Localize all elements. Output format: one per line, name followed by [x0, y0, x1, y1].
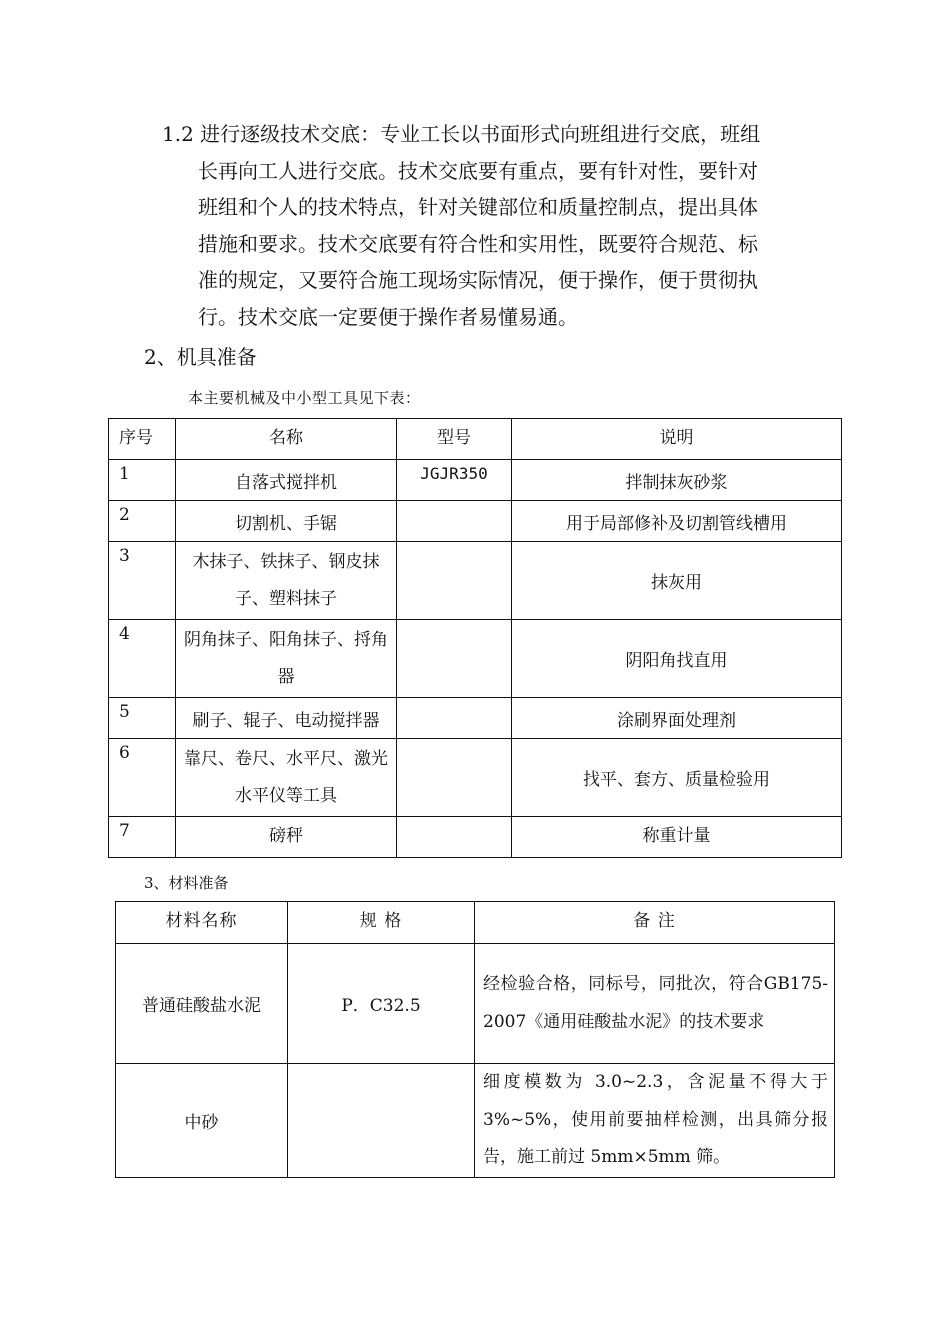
header-cell: 序号: [109, 419, 176, 460]
header-cell: 备 注: [475, 902, 835, 944]
technical-briefing-paragraph: [162, 116, 822, 335]
row-number: 5: [109, 698, 176, 739]
table-row: [109, 501, 842, 542]
header-cell: 名称: [176, 419, 397, 460]
section-heading-materials: 3、材料准备: [144, 874, 229, 892]
row-number: 6: [109, 739, 176, 817]
paragraph-line: 1.2 进行逐级技术交底：专业工长以书面形式向班组进行交底，班组: [162, 122, 761, 146]
table-row: [109, 817, 842, 858]
paragraph-line: 长再向工人进行交底。技术交底要有重点，要有针对性，要针对: [198, 158, 758, 183]
table-row: [109, 620, 842, 698]
material-note: 细度模数为 3.0~2.3，含泥量不得大于3%~5%，使用前要抽样检测，出具筛分报告，施工前过 5mm×5mm 筛。: [475, 1064, 835, 1178]
tool-description: 称重计量: [512, 817, 842, 858]
table-row: [116, 1064, 835, 1178]
paragraph-line: 措施和要求。技术交底要有符合性和实用性，既要符合规范、标: [198, 231, 758, 256]
tool-model: [397, 739, 512, 817]
tool-model: JGJR350: [397, 460, 512, 501]
paragraph-line: 行。技术交底一定要便于操作者易懂易通。: [198, 304, 578, 329]
section-heading-tools: 2、机具准备: [144, 345, 257, 369]
tools-intro-text: 本主要机械及中小型工具见下表：: [188, 389, 421, 407]
paragraph-line: 班组和个人的技术特点，针对关键部位和质量控制点，提出具体: [198, 195, 758, 219]
tool-model: [397, 501, 512, 542]
header-cell: 规 格: [288, 902, 475, 944]
row-number: 2: [109, 501, 176, 542]
tool-model: [397, 620, 512, 698]
tool-description: 抹灰用: [512, 542, 842, 620]
header-cell: 型号: [397, 419, 512, 460]
row-number: 4: [109, 620, 176, 698]
tool-name: 磅秤: [176, 817, 397, 858]
tool-name: 阴角抹子、阳角抹子、捋角器: [176, 620, 397, 698]
table-row: [116, 944, 835, 1064]
row-number: 3: [109, 542, 176, 620]
table-row: [109, 698, 842, 739]
material-note: 经检验合格，同标号，同批次，符合GB175-2007《通用硅酸盐水泥》的技术要求: [475, 944, 835, 1064]
material-spec: [288, 1064, 475, 1178]
header-cell: 说明: [512, 419, 842, 460]
tool-description: 找平、套方、质量检验用: [512, 739, 842, 817]
tool-name: 靠尺、卷尺、水平尺、激光水平仪等工具: [176, 739, 397, 817]
paragraph-line: 准的规定，又要符合施工现场实际情况，便于操作，便于贯彻执: [198, 268, 758, 292]
table-row: [109, 460, 842, 501]
tool-model: [397, 698, 512, 739]
material-spec: P．C32.5: [288, 944, 475, 1064]
tool-description: 涂刷界面处理剂: [512, 698, 842, 739]
material-name: 中砂: [116, 1064, 288, 1178]
header-cell: 材料名称: [116, 902, 288, 944]
material-name: 普通硅酸盐水泥: [116, 944, 288, 1064]
tool-name: 切割机、手锯: [176, 501, 397, 542]
tool-name: 自落式搅拌机: [176, 460, 397, 501]
tool-description: 拌制抹灰砂浆: [512, 460, 842, 501]
row-number: 1: [109, 460, 176, 501]
tool-description: 用于局部修补及切割管线槽用: [512, 501, 842, 542]
tool-name: 刷子、辊子、电动搅拌器: [176, 698, 397, 739]
table-header-row: [109, 419, 842, 460]
tools-table: [108, 418, 842, 858]
table-row: [109, 542, 842, 620]
materials-table: [115, 901, 835, 1178]
tool-description: 阴阳角找直用: [512, 620, 842, 698]
table-row: [109, 739, 842, 817]
tool-model: [397, 542, 512, 620]
row-number: 7: [109, 817, 176, 858]
table-header-row: [116, 902, 835, 944]
tool-model: [397, 817, 512, 858]
tool-name: 木抹子、铁抹子、钢皮抹子、塑料抹子: [176, 542, 397, 620]
